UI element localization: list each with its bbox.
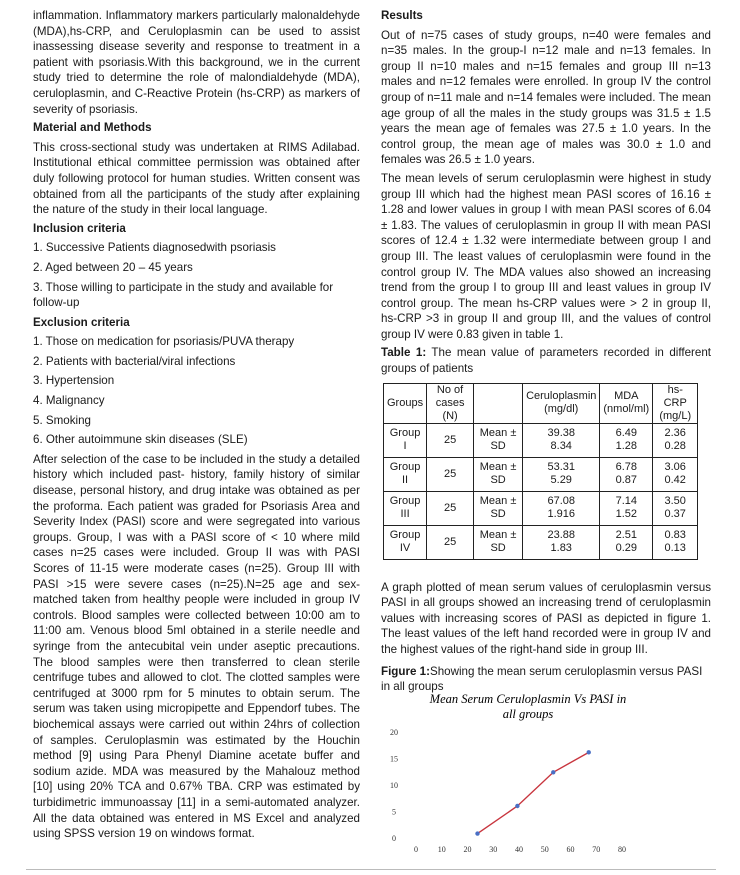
crp-mean: 2.36 — [664, 427, 686, 440]
data-point — [551, 770, 555, 774]
cell-mda — [600, 525, 653, 559]
cp-mean: 67.08 — [547, 495, 575, 508]
inclusion-item: 2. Aged between 20 – 45 years — [33, 260, 193, 274]
cell-group: Group I — [384, 423, 427, 457]
table-caption-label: Table 1: — [381, 346, 427, 360]
inclusion-item: 3. Those willing to participate in the study and available for follow-up — [33, 280, 334, 310]
cell-mda — [600, 423, 653, 457]
methods-paragraph: This cross-sectional study was undertaken at RIMS Adilabad. Institutional ethical committee permission was obtained after duly following protocol for human studies. Written consent was obtained from all the participants of the study after explaining the nature of the study in their local language. — [33, 140, 360, 217]
methods-heading: Material and Methods — [33, 121, 152, 135]
exclusion-item: 2. Patients with bacterial/viral infections — [33, 354, 236, 368]
x-tick-label: 30 — [489, 845, 498, 854]
cell-n: 25 — [427, 423, 474, 457]
cell-sd: SD — [490, 542, 506, 555]
cell-hscrp — [653, 423, 698, 457]
series-line — [477, 752, 588, 833]
inclusion-item: 1. Successive Patients diagnosedwith psoriasis — [33, 241, 276, 255]
cell-n: 25 — [427, 457, 474, 491]
mda-sd: 1.52 — [615, 508, 638, 521]
x-tick-label: 60 — [566, 845, 575, 854]
chart-title-line2: all groups — [502, 707, 554, 721]
x-tick-label: 10 — [437, 845, 446, 854]
y-axis-ticks — [390, 728, 398, 843]
x-tick-label: 80 — [618, 845, 626, 854]
cell-ceruloplasmin — [523, 423, 600, 457]
y-tick-label: 10 — [390, 781, 398, 790]
mda-sd: 0.87 — [615, 474, 638, 487]
results-paragraph-2: The mean levels of serum ceruloplasmin were highest in study group III which had the highest mean PASI scores of 16.16 ± 1.28 and lower values in group I with mean PASI scores of 6.04 ± 1.83. The values of ceruloplasmin in group II with mean PASI scores of 12.4 ± 1.32 were intermediate between group I and group III. The least values of ceruloplasmin were found in the control group IV. The MDA values also showed an increasing trend from the group I to group III and least values in group IV control group. The mean hs-CRP values were > 2 in group II, hs-CRP >3 in group II and group III, and the values of control group IV were 0.83 given in table 1. — [381, 171, 711, 341]
exclusion-item: 5. Smoking — [33, 413, 91, 427]
cell-ceruloplasmin — [523, 525, 600, 559]
inclusion-heading: Inclusion criteria — [33, 221, 126, 235]
crp-sd: 0.37 — [664, 508, 686, 521]
cell-stat — [474, 423, 523, 457]
results-heading: Results — [381, 9, 423, 22]
cell-hscrp — [653, 525, 698, 559]
cell-mean: Mean ± — [479, 529, 517, 542]
table-header-row — [384, 383, 698, 423]
cell-mean: Mean ± — [479, 461, 517, 474]
y-tick-label: 0 — [392, 834, 396, 843]
cp-mean: 23.88 — [547, 529, 575, 542]
cell-stat — [474, 457, 523, 491]
data-point — [475, 831, 479, 835]
cell-mda — [600, 457, 653, 491]
exclusion-item: 1. Those on medication for psoriasis/PUVA therapy — [33, 335, 295, 349]
mda-mean: 6.49 — [615, 427, 638, 440]
header-blank — [474, 383, 523, 423]
crp-sd: 0.13 — [664, 542, 686, 555]
exclusion-item: 4. Malignancy — [33, 394, 105, 408]
table-row — [384, 423, 698, 457]
figure-caption-text: Showing the mean serum ceruloplasmin versus PASI in all groups — [381, 664, 703, 694]
x-axis-ticks — [414, 845, 626, 854]
cell-hscrp — [653, 457, 698, 491]
cp-sd: 5.29 — [550, 474, 572, 487]
data-point — [587, 750, 591, 754]
cell-group: Group IV — [384, 525, 427, 559]
cell-sd: SD — [490, 474, 506, 487]
table-caption — [381, 345, 711, 376]
mda-sd: 0.29 — [615, 542, 638, 555]
x-tick-label: 40 — [515, 845, 523, 854]
table-row — [384, 525, 698, 559]
cell-mda — [600, 491, 653, 525]
right-column — [381, 8, 711, 698]
cell-mean: Mean ± — [479, 495, 517, 508]
cell-sd: SD — [490, 440, 506, 453]
cell-hscrp — [653, 491, 698, 525]
chart-title-line1: Mean Serum Ceruloplasmin Vs PASI in — [429, 692, 627, 706]
cell-group: Group III — [384, 491, 427, 525]
crp-mean: 0.83 — [664, 529, 686, 542]
cell-mean: Mean ± — [479, 427, 517, 440]
results-table — [383, 383, 698, 560]
procedure-paragraph: After selection of the case to be included in the study a detailed history which included past- history, family history of similar disease, personal history, and drug intake was obtained as per the proforma. Each patient was graded for Psoriasis Area and Severity Index (PASI) score and were segregated into various groups. Group, I was with a PASI score of < 10 where mild cases n=25 cases were included. Group II was with PASI Scores of 11-15 were moderate cases (n=25). Group III with PASI >15 were severe cases (n=25).N=25 age and sex-matched taken from healthy people were included in group IV controls. Blood samples were collected between 10:00 am to 11:00 am. Venous blood 5ml obtained in a sterile needle and syringe from the antecubital vein under aseptic precautions. The blood samples were then transferred to clean sterile centrifuge tubes and allowed to clot. The clotted samples were centrifuged at 3000 rpm for 5 minutes to obtain serum. The serum was taken using micropipette and Eppendorf tubes. The biochemical assays were carried out within 24hrs of collection of samples. Ceruloplasmin was estimated by the Houchin method [9] using Para Phenyl Diamine acetate buffer and sodium azide. MDA was measured by the Mahalouz method [10] using 20% TCA and 0.67% TBA. CRP was estimated by turbidimetric immunoassay [11] in a semi-automated analyzer. All the data obtained was entered in MS Excel and analyzed using SPSS version 19 on windows format. — [33, 452, 360, 841]
mda-mean: 7.14 — [615, 495, 638, 508]
cell-n: 25 — [427, 491, 474, 525]
cell-stat — [474, 525, 523, 559]
crp-sd: 0.42 — [664, 474, 686, 487]
cell-stat — [474, 491, 523, 525]
y-tick-label: 20 — [390, 728, 398, 737]
cell-ceruloplasmin — [523, 491, 600, 525]
cp-mean: 39.38 — [547, 427, 575, 440]
graph-paragraph: A graph plotted of mean serum values of ceruloplasmin versus PASI in all groups showed an increasing trend of ceruloplasmin values with increasing scores of PASI as depicted in figure 1. The least values of the left hand recorded were in group IV and the highest values of the right-hand side in group III. — [381, 580, 711, 657]
mda-mean: 2.51 — [615, 529, 638, 542]
series-ceruloplasmin-vs-pasi — [475, 750, 591, 836]
data-point — [515, 804, 519, 808]
exclusion-item: 3. Hypertension — [33, 374, 115, 388]
exclusion-heading: Exclusion criteria — [33, 315, 130, 329]
header-cases: No of cases (N) — [427, 383, 474, 423]
cell-ceruloplasmin — [523, 457, 600, 491]
x-tick-label: 50 — [540, 845, 549, 854]
mda-sd: 1.28 — [615, 440, 638, 453]
table-row — [384, 491, 698, 525]
figure-caption-label: Figure 1: — [381, 664, 430, 678]
table-row — [384, 457, 698, 491]
crp-sd: 0.28 — [664, 440, 686, 453]
x-tick-label: 0 — [414, 845, 418, 854]
cp-mean: 53.31 — [547, 461, 575, 474]
x-tick-label: 20 — [463, 845, 472, 854]
cell-group: Group II — [384, 457, 427, 491]
y-tick-label: 5 — [392, 807, 396, 817]
intro-paragraph: inflammation. Inflammatory markers particularly malonaldehyde (MDA),hs-CRP, and Ceruloplasmin can be used to assist inassessing disease severity and response to treatment in a patient with psoriasis.With this background, we in the current study tried to determine the role of malondialdehyde (MDA), ceruloplasmin, and C-Reactive Protein (hs-CRP) as markers of severity of psoriasis. — [33, 9, 360, 116]
header-ceruloplasmin: Ceruloplasmin (mg/dl) — [523, 383, 600, 423]
left-column — [33, 8, 360, 845]
crp-mean: 3.50 — [664, 495, 686, 508]
cell-n: 25 — [427, 525, 474, 559]
crp-mean: 3.06 — [664, 461, 686, 474]
results-paragraph-1: Out of n=75 cases of study groups, n=40 were females and n=35 males. In the group-I n=12 male and n=13 females. In group II n=10 males and n=15 females and group III n=13 males and n=12 females were enrolled. In group IV the control group of n=11 male and n=14 females were included. The mean age group of all the males in the study groups was 31.5 ± 1.5 years the mean age of females was 27.5 ± 1.0 years. In the control group, the mean age of males was 30.0 ± 1.0 and females was 26.5 ± 1.0 years. — [381, 28, 711, 167]
y-tick-label: 15 — [390, 754, 398, 764]
cp-sd: 8.34 — [550, 440, 572, 453]
x-tick-label: 70 — [592, 845, 601, 854]
figure-1-chart — [382, 690, 642, 860]
cell-sd: SD — [490, 508, 506, 521]
exclusion-item: 6. Other autoimmune skin diseases (SLE) — [33, 433, 248, 447]
table-caption-text: The mean value of parameters recorded in different groups of patients — [381, 346, 712, 376]
header-hscrp: hs-CRP (mg/L) — [653, 383, 698, 423]
cp-sd: 1.916 — [547, 508, 575, 521]
page-bottom-rule — [26, 869, 716, 870]
mda-mean: 6.78 — [615, 461, 638, 474]
header-groups: Groups — [384, 383, 427, 423]
header-mda: MDA (nmol/ml) — [600, 383, 653, 423]
cp-sd: 1.83 — [550, 542, 572, 555]
